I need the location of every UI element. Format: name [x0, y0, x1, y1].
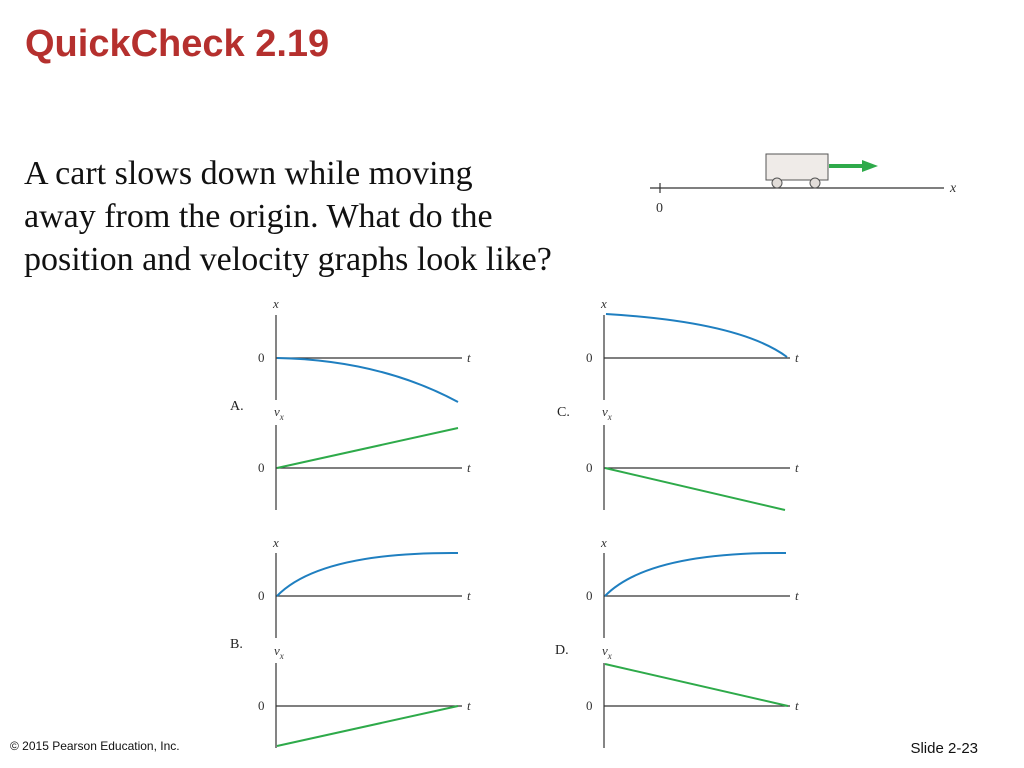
t-label: t — [795, 350, 799, 365]
cart-wheel — [810, 178, 820, 188]
option-label: C. — [557, 405, 570, 420]
option-label: B. — [230, 637, 243, 652]
velocity-line — [277, 428, 458, 468]
velocity-graph — [586, 404, 799, 510]
option-b[interactable] — [230, 535, 471, 748]
slide-title: QuickCheck 2.19 — [25, 23, 330, 65]
v-axis-label: $v_x$ — [274, 643, 284, 661]
velocity-graph — [258, 643, 471, 748]
option-label: A. — [230, 399, 244, 414]
v-axis-label: $v_x$ — [274, 404, 284, 422]
zero-label: 0 — [586, 460, 593, 475]
position-graph — [586, 296, 799, 400]
slide-number: Slide 2-23 — [910, 740, 978, 757]
velocity-line — [277, 706, 458, 746]
zero-label: 0 — [258, 588, 265, 603]
cart-wheel — [772, 178, 782, 188]
cart-body — [766, 154, 828, 180]
question-line: A cart slows down while moving — [24, 155, 473, 192]
t-label: t — [467, 588, 471, 603]
t-label: t — [795, 460, 799, 475]
zero-label: 0 — [586, 698, 593, 713]
velocity-line — [605, 468, 785, 510]
position-graph — [586, 535, 799, 638]
question-line: position and velocity graphs look like? — [24, 241, 552, 278]
position-curve — [605, 553, 786, 596]
origin-label: 0 — [656, 201, 663, 216]
track-axis-label: x — [950, 181, 957, 196]
copyright-text: © 2015 Pearson Education, Inc. — [10, 739, 180, 753]
cart-diagram — [650, 154, 957, 216]
option-a[interactable] — [230, 296, 471, 510]
zero-label: 0 — [258, 460, 265, 475]
t-label: t — [467, 460, 471, 475]
velocity-line — [605, 664, 788, 706]
position-curve — [277, 553, 458, 596]
zero-label: 0 — [586, 350, 593, 365]
position-curve — [277, 358, 458, 402]
t-label: t — [467, 698, 471, 713]
x-axis-label: x — [273, 535, 279, 550]
velocity-graph — [258, 404, 471, 510]
question-line: away from the origin. What do the — [24, 198, 493, 235]
position-graph — [258, 296, 471, 402]
t-label: t — [467, 350, 471, 365]
t-label: t — [795, 698, 799, 713]
position-curve — [606, 314, 787, 357]
x-axis-label: x — [601, 296, 607, 311]
position-graph — [258, 535, 471, 638]
x-axis-label: x — [273, 296, 279, 311]
velocity-arrow-head — [862, 160, 878, 172]
x-axis-label: x — [601, 535, 607, 550]
option-c[interactable] — [557, 296, 799, 510]
v-axis-label: $v_x$ — [602, 404, 612, 422]
option-d[interactable] — [555, 535, 799, 748]
v-axis-label: $v_x$ — [602, 643, 612, 661]
velocity-graph — [586, 643, 799, 748]
zero-label: 0 — [258, 350, 265, 365]
t-label: t — [795, 588, 799, 603]
zero-label: 0 — [258, 698, 265, 713]
option-label: D. — [555, 643, 569, 658]
zero-label: 0 — [586, 588, 593, 603]
